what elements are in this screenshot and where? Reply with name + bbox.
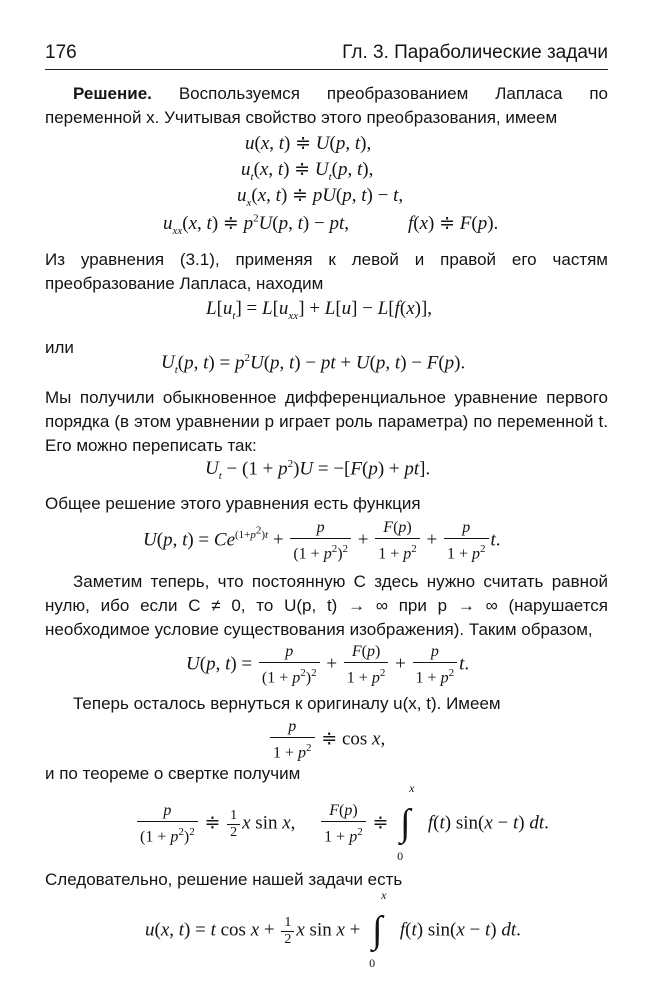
equation-transform-uxx: $u_{xx}(x$, t) ≑ $p^2U(p$, t) − pt, [163,212,349,237]
equation-convolution: $\frac{p}{(1 + p^2)^2}$ ≑ $\frac{1}{2}$ x sin x, $\frac{F(p)}{1 + p^2}$ ≑ x ∫ 0 f(t) sin(x − t) dt. [135,795,549,853]
equation-image-ode: $U_t(p$, $t) = p^2U(p$, t) − pt + U(p, t) − F(p). [161,352,466,377]
paragraph-solution [45,82,608,130]
equation-general-solution: U(p, $t) = Ce^{(1+p^2)t}$ + $\frac{p}{(1 + p^2)^2}$ + $\frac{F(p)}{1 + p^2}$ + $\frac{p}{1 + p^2}$ t. [143,519,501,563]
paragraph-general-solution: Общее решение этого уравнения есть функция [45,494,421,513]
integral-sign-final: x ∫ 0 [369,888,387,970]
header-rule [45,69,608,70]
equation-final-solution: u(x, t) = t cos x + $\frac{1}{2}$ x sin x + x ∫ 0 f(t) sin(x − t) dt. [145,888,521,970]
equation-transform-u: u(x, t) ≑ U(p, t), [245,133,372,154]
integral-sign: x ∫ 0 [397,781,415,863]
equation-cos-transform: $\frac{p}{1 + p^2}$ ≑ cos x, [268,717,385,763]
solution-label: Решение. [73,84,152,103]
paragraph-convolution: и по теореме о свертке получим [45,764,301,783]
equation-transform-f: f(x) ≑ F(p). [408,213,499,234]
equation-transform-ux: $u_x(x$, t) ≑ pU(p, t) − t, [237,185,404,209]
paragraph-constant-zero: Заметим теперь, что постоянную C здесь нужно считать равной нулю, ибо если C ≠ 0, то U(p, t) → ∞ при p → ∞ (нарушается необходимое условие существования изображения). Таким образом, [45,572,608,639]
page-number: 176 [45,42,77,63]
equation-rewritten: $U_t - (1 + p^2)U = -[F(p) + pt]$. [205,458,431,483]
equation-laplace-applied: $L[u_t] = L[u_{xx}] + L[u] - L[f(x)]$, [206,298,433,322]
equation-transform-ut: $u_t(x$, t) ≑ $U_t(p$, t), [241,159,374,183]
equation-particular-solution: U(p, t) = $\frac{p}{(1 + p^2)^2}$ + $\frac{F(p)}{1 + p^2}$ + $\frac{p}{1 + p^2}$ t. [186,643,470,687]
paragraph-applying-transform: Из уравнения (3.1), применяя к левой и правой его частям преобразование Лапласа, находим [45,250,608,293]
paragraph-ordinary-ode: Мы получили обыкновенное дифференциальное уравнение первого порядка (в этом уравнении p играет роль параметра) по переменной t. Его можно переписать так: [45,388,608,455]
paragraph-return-original: Теперь осталось вернуться к оригиналу u(x, t). Имеем [73,694,501,713]
paragraph-therefore: Следовательно, решение нашей задачи есть [45,870,403,889]
chapter-title: Гл. 3. Параболические задачи [342,42,608,63]
solution-text: Воспользуемся преобразованием Лапласа по переменной x. Учитывая свойство этого преобразования, имеем [45,84,608,127]
paragraph-or: или [45,338,74,357]
